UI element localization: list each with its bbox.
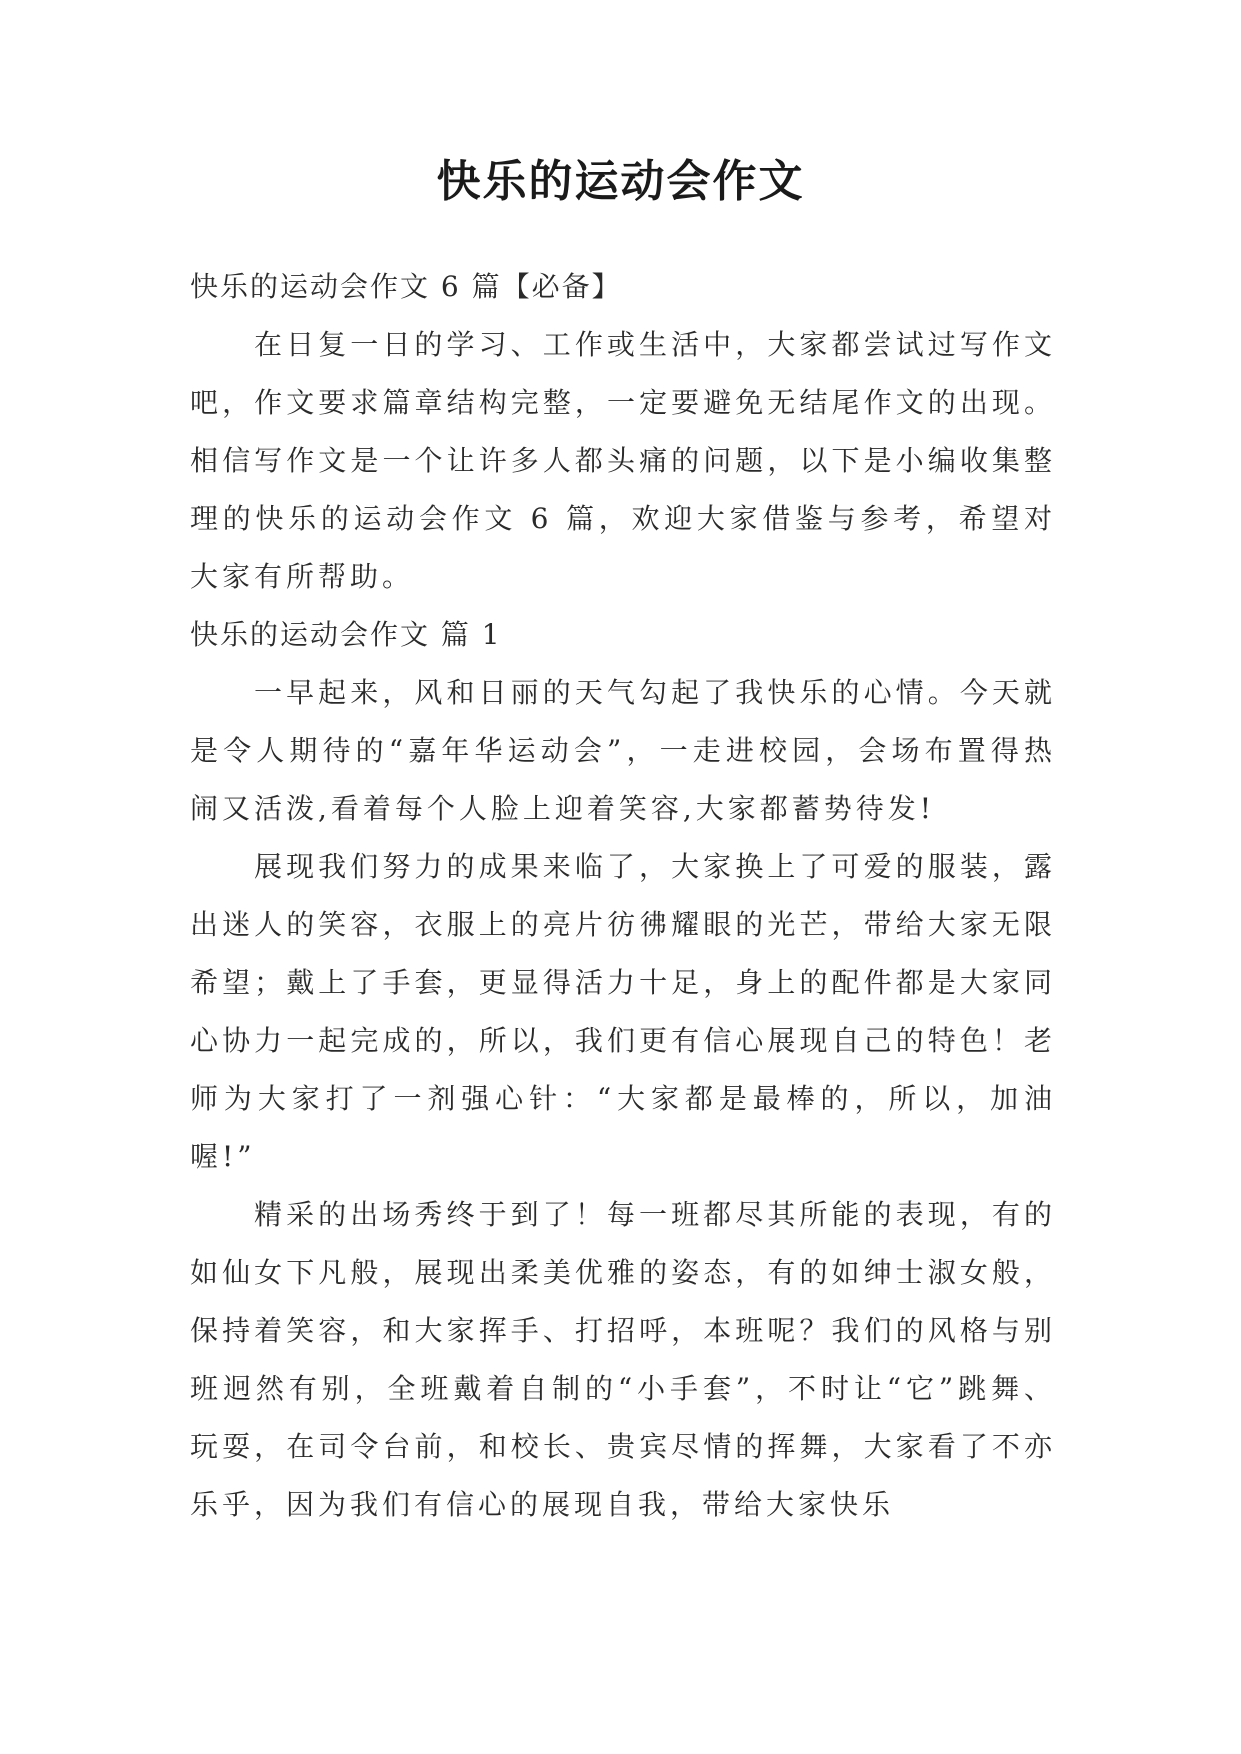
document-body [190, 258, 1056, 1534]
body-paragraph: 一早起来，风和日丽的天气勾起了我快乐的心情。今天就是令人期待的“嘉年华运动会”，一走进校园，会场布置得热闹又活泼,看着每个人脸上迎着笑容,大家都蓄势待发! [190, 676, 1056, 825]
document-title: 快乐的运动会作文 [436, 156, 805, 207]
body-paragraph: 精采的出场秀终于到了！每一班都尽其所能的表现，有的如仙女下凡般，展现出柔美优雅的姿态，有的如绅士淑女般，保持着笑容，和大家挥手、打招呼，本班呢？我们的风格与别班迥然有别，全班戴着自制的“小手套”，不时让“它”跳舞、玩耍，在司令台前，和校长、贵宾尽情的挥舞，大家看了不亦乐乎，因为我们有信心的展现自我，带给大家快乐 [190, 1198, 1056, 1521]
body-paragraph: 展现我们努力的成果来临了，大家换上了可爱的服装，露出迷人的笑容，衣服上的亮片彷彿耀眼的光芒，带给大家无限希望；戴上了手套，更显得活力十足，身上的配件都是大家同心协力一起完成的，所以，我们更有信心展现自己的特色！老师为大家打了一剂强心针：“大家都是最棒的，所以，加油喔!” [190, 850, 1056, 1173]
document-subtitle: 快乐的运动会作文 6 篇【必备】 [190, 270, 622, 303]
section-heading: 快乐的运动会作文 篇 1 [190, 618, 502, 651]
intro-paragraph: 在日复一日的学习、工作或生活中，大家都尝试过写作文吧，作文要求篇章结构完整，一定要避免无结尾作文的出现。相信写作文是一个让许多人都头痛的问题，以下是小编收集整理的快乐的运动会作文 6 篇，欢迎大家借鉴与参考，希望对大家有所帮助。 [190, 328, 1056, 593]
